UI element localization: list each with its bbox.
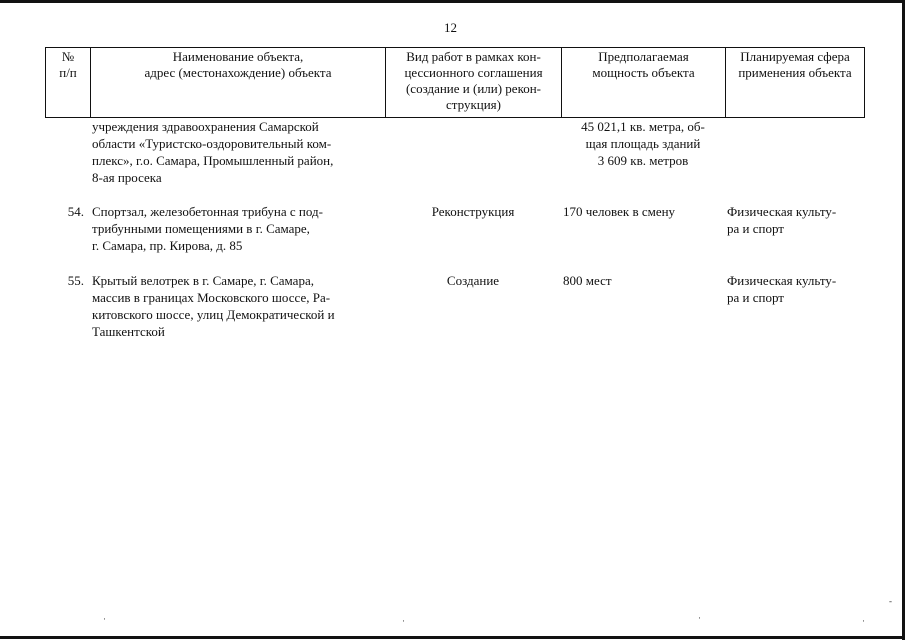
header-capacity: Предполагаемая мощность объекта bbox=[562, 48, 726, 118]
scan-speck: · bbox=[103, 614, 106, 624]
object-name: Спортзал, железобетонная трибуна с под- трибунными помещениями в г. Самаре, г. Самара, пр. Кирова, д. 85 bbox=[92, 204, 323, 253]
work-type: Реконструкция bbox=[431, 204, 515, 219]
scan-speck: - bbox=[889, 596, 892, 606]
object-capacity: 800 мест bbox=[563, 273, 612, 288]
object-capacity: 170 человек в смену bbox=[563, 204, 676, 219]
header-scope: Планируемая сфера применения объекта bbox=[726, 48, 865, 118]
table-row bbox=[45, 203, 864, 272]
object-capacity: 45 021,1 кв. метра, об- щая площадь зданий 3 609 кв. метров bbox=[581, 119, 705, 168]
scan-speck: · bbox=[402, 616, 405, 626]
application-scope bbox=[725, 118, 864, 203]
work-type: Создание bbox=[446, 273, 500, 288]
work-type bbox=[385, 118, 561, 203]
application-scope: Физическая культу- ра и спорт bbox=[727, 273, 837, 305]
table-body bbox=[45, 118, 864, 352]
row-number bbox=[45, 118, 90, 203]
header-num: № п/п bbox=[46, 48, 91, 118]
table-row bbox=[45, 118, 864, 203]
row-number: 55. bbox=[67, 273, 84, 288]
header-name: Наименование объекта, адрес (местонахождение) объекта bbox=[91, 48, 386, 118]
page-border-top bbox=[0, 0, 905, 3]
scan-speck: · bbox=[698, 613, 701, 623]
row-number: 54. bbox=[67, 204, 84, 219]
page-number: 12 bbox=[444, 20, 457, 35]
page-border-bottom bbox=[0, 636, 905, 639]
header-work-type: Вид работ в рамках кон- цессионного соглашения (создание и (или) рекон- струкция) bbox=[386, 48, 562, 118]
table-header bbox=[45, 47, 865, 118]
scan-speck: · bbox=[862, 616, 865, 626]
object-name: Крытый велотрек в г. Самаре, г. Самара, массив в границах Московского шоссе, Ра- китовского шоссе, улиц Демократической и Ташкентской bbox=[92, 273, 335, 339]
application-scope: Физическая культу- ра и спорт bbox=[727, 204, 837, 236]
object-name: учреждения здравоохранения Самарской области «Туристско-оздоровительный ком- плекс», г.о. Самара, Промышленный район, 8-ая просека bbox=[92, 119, 334, 185]
table-row bbox=[45, 272, 864, 352]
